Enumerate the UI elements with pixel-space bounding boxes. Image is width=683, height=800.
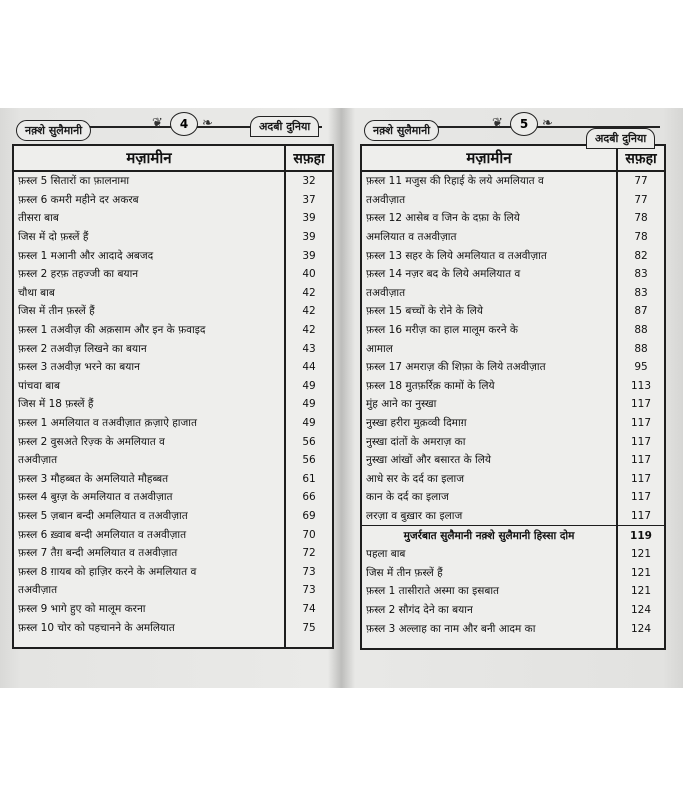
- entry-title: जिस में तीन फ़स्लें हैं: [361, 563, 617, 582]
- entry-page: 61: [302, 472, 316, 485]
- entry-title: फ़स्ल 3 मौहब्बत के अमलियाते मौहब्बत: [13, 470, 285, 489]
- entry-page: 117: [630, 398, 652, 411]
- table-row: [13, 228, 333, 247]
- table-row: [13, 618, 333, 648]
- entry-title: फ़स्ल 5 ज़बान बन्दी अमलियात व तअवीज़ात: [13, 507, 285, 526]
- entry-title: फ़स्ल 16 मरीज़ का हाल मालूम करने के: [361, 321, 617, 340]
- entry-page: 42: [302, 286, 316, 299]
- table-row: [361, 191, 665, 210]
- entry-page: 42: [302, 305, 316, 318]
- table-row: [13, 171, 333, 191]
- table-row: [361, 228, 665, 247]
- entry-title: तअवीज़ात: [361, 284, 617, 303]
- entry-page: 124: [630, 622, 652, 635]
- table-row: [361, 488, 665, 507]
- entry-title: फ़स्ल 15 बच्चों के रोने के लिये: [361, 302, 617, 321]
- table-row: [13, 562, 333, 581]
- entry-page: 95: [634, 361, 648, 374]
- table-row: [361, 302, 665, 321]
- table-row: [361, 171, 665, 191]
- entry-page: 37: [302, 193, 316, 206]
- table-row: [361, 321, 665, 340]
- entry-page: 117: [630, 509, 652, 522]
- book-title: नक़्शे सुलैमानी: [364, 120, 439, 141]
- publisher-name: अदबी दुनिया: [250, 116, 319, 137]
- entry-page: 117: [630, 491, 652, 504]
- page-number: 5: [510, 112, 538, 136]
- entry-page: 40: [302, 268, 316, 281]
- entry-title: जिस में 18 फ़स्लें हैं: [13, 395, 285, 414]
- entry-title: फ़स्ल 5 सितारों का फ़ालनामा: [13, 171, 285, 191]
- book-title: नक़्शे सुलैमानी: [16, 120, 91, 141]
- entry-page: 117: [630, 454, 652, 467]
- entry-title: कान के दर्द का इलाज: [361, 488, 617, 507]
- entry-page: 78: [634, 212, 648, 225]
- entry-title: तअवीज़ात: [13, 451, 285, 470]
- entry-page: 121: [630, 566, 652, 579]
- entry-page: 49: [302, 379, 316, 392]
- right-page: [360, 110, 666, 650]
- entry-title: फ़स्ल 6 ख़्वाब बन्दी अमलियात व तअवीज़ात: [13, 525, 285, 544]
- entry-page: 70: [302, 528, 316, 541]
- entry-page: 121: [630, 548, 652, 561]
- table-row: [361, 601, 665, 620]
- entry-page: 75: [302, 621, 316, 634]
- column-header-contents: मज़ामीन: [361, 145, 617, 171]
- entry-title: फ़स्ल 2 तअवीज़ लिखने का बयान: [13, 339, 285, 358]
- entry-page: 39: [302, 231, 316, 244]
- ornament-icon: ❦: [152, 116, 163, 131]
- table-row: [13, 432, 333, 451]
- left-page: [12, 110, 334, 649]
- entry-page: 82: [634, 249, 648, 262]
- entry-page: 113: [630, 379, 652, 392]
- table-row: [361, 209, 665, 228]
- table-row: [361, 507, 665, 526]
- entry-page: 74: [302, 602, 316, 615]
- column-header-contents: मज़ामीन: [13, 145, 285, 171]
- entry-page: 117: [630, 417, 652, 430]
- entry-page: 117: [630, 435, 652, 448]
- entry-page: 72: [302, 547, 316, 560]
- entry-title: पहला बाब: [361, 545, 617, 564]
- table-row: [13, 321, 333, 340]
- entry-title: फ़स्ल 13 सहर के लिये अमलियात व तअवीज़ात: [361, 246, 617, 265]
- entry-title: फ़स्ल 7 तैग़ बन्दी अमलियात व तअवीज़ात: [13, 544, 285, 563]
- table-row: [361, 339, 665, 358]
- entry-page: 69: [302, 509, 316, 522]
- entry-title: नुस्खा दांतों के अमराज़ का: [361, 432, 617, 451]
- entry-page: 43: [302, 342, 316, 355]
- entry-title: नुस्खा हरीरा मुक़व्वी दिमाग़: [361, 414, 617, 433]
- entry-page: 42: [302, 324, 316, 337]
- table-row: [361, 619, 665, 649]
- entry-title: तीसरा बाब: [13, 209, 285, 228]
- entry-title: मुजर्रबात सुलैमानी नक़्शे सुलैमानी हिस्सा दोम: [361, 526, 617, 545]
- entry-title: तअवीज़ात: [361, 191, 617, 210]
- table-row: [361, 395, 665, 414]
- entry-page: 49: [302, 398, 316, 411]
- table-row: [361, 377, 665, 396]
- table-row: [13, 246, 333, 265]
- entry-title: फ़स्ल 3 तअवीज़ भरने का बयान: [13, 358, 285, 377]
- entry-page: 73: [302, 584, 316, 597]
- ornament-icon: ❧: [542, 116, 553, 131]
- entry-page: 77: [634, 175, 648, 188]
- entry-title: फ़स्ल 6 कमरी महीने दर अकरब: [13, 191, 285, 210]
- contents-table: [360, 144, 666, 650]
- entry-title: मुंह आने का नुस्खा: [361, 395, 617, 414]
- table-row: [13, 284, 333, 303]
- ornament-icon: ❧: [202, 116, 213, 131]
- table-row: [361, 414, 665, 433]
- entry-title: पांचवा बाब: [13, 377, 285, 396]
- entry-title: तअवीज़ात: [13, 581, 285, 600]
- right-running-head: [360, 110, 666, 144]
- entry-page: 44: [302, 361, 316, 374]
- table-row: [361, 563, 665, 582]
- table-row: [13, 339, 333, 358]
- entry-page: 88: [634, 324, 648, 337]
- entry-page: 39: [302, 249, 316, 262]
- table-row: [13, 470, 333, 489]
- table-row: [13, 358, 333, 377]
- entry-title: फ़स्ल 1 मआनी और आदादे अबजद: [13, 246, 285, 265]
- table-row: [13, 395, 333, 414]
- table-row: [13, 525, 333, 544]
- entry-page: 56: [302, 454, 316, 467]
- table-row: [13, 377, 333, 396]
- entry-title: फ़स्ल 8 ग़ायब को हाज़िर करने के अमलियात व: [13, 562, 285, 581]
- entry-page: 77: [634, 193, 648, 206]
- entry-title: आधे सर के दर्द का इलाज: [361, 470, 617, 489]
- table-row: [361, 470, 665, 489]
- entry-page: 32: [302, 175, 316, 188]
- entry-page: 39: [302, 212, 316, 225]
- entry-title: फ़स्ल 10 चोर को पहचानने के अमलियात: [13, 618, 285, 648]
- entry-title: फ़स्ल 18 मुतफ़र्रिक़ कामों के लिये: [361, 377, 617, 396]
- table-row: [13, 507, 333, 526]
- entry-title: फ़स्ल 12 आसेब व जिन के दफ़ा के लिये: [361, 209, 617, 228]
- entry-title: फ़स्ल 2 वुसअते रिज़्क के अमलियात व: [13, 432, 285, 451]
- table-row: [13, 209, 333, 228]
- table-row: [13, 191, 333, 210]
- entry-page: 78: [634, 231, 648, 244]
- entry-page: 83: [634, 286, 648, 299]
- entry-title: अमलियात व तअवीज़ात: [361, 228, 617, 247]
- entry-title: फ़स्ल 1 तासीराते अस्मा का इसबात: [361, 582, 617, 601]
- entry-title: फ़स्ल 9 भागे हुए को मालूम करना: [13, 600, 285, 619]
- entry-title: नुस्खा आंखों और बसारत के लिये: [361, 451, 617, 470]
- table-row: [361, 246, 665, 265]
- column-header-page: सफ़हा: [285, 145, 333, 171]
- entry-title: फ़स्ल 17 अमराज़ की शिफ़ा के लिये तअवीज़ात: [361, 358, 617, 377]
- entry-page: 88: [634, 342, 648, 355]
- entry-title: आमाल: [361, 339, 617, 358]
- table-row: [361, 526, 665, 545]
- table-row: [361, 582, 665, 601]
- column-header-page: सफ़हा: [617, 145, 665, 171]
- entry-page: 87: [634, 305, 648, 318]
- entry-page: 119: [617, 526, 665, 545]
- table-row: [361, 358, 665, 377]
- entry-page: 117: [630, 472, 652, 485]
- table-row: [361, 545, 665, 564]
- entry-title: फ़स्ल 2 हरफ़ तहज्जी का बयान: [13, 265, 285, 284]
- table-row: [361, 284, 665, 303]
- table-row: [13, 544, 333, 563]
- left-running-head: [12, 110, 334, 144]
- entry-page: 56: [302, 435, 316, 448]
- ornament-icon: ❦: [492, 116, 503, 131]
- entry-title: फ़स्ल 4 बुग़्ज़ के अमलियात व तअवीज़ात: [13, 488, 285, 507]
- page-number: 4: [170, 112, 198, 136]
- table-row: [13, 581, 333, 600]
- table-row: [13, 265, 333, 284]
- table-row: [13, 600, 333, 619]
- entry-title: फ़स्ल 1 अमलियात व तअवीज़ात क़ज़ाऐ हाजात: [13, 414, 285, 433]
- entry-title: फ़स्ल 3 अल्लाह का नाम और बनी आदम का: [361, 619, 617, 649]
- table-row: [361, 432, 665, 451]
- table-row: [361, 451, 665, 470]
- entry-page: 66: [302, 491, 316, 504]
- entry-page: 124: [630, 603, 652, 616]
- entry-title: चौथा बाब: [13, 284, 285, 303]
- table-row: [361, 265, 665, 284]
- table-row: [13, 451, 333, 470]
- entry-title: जिस में दो फ़स्लें हैं: [13, 228, 285, 247]
- entry-page: 121: [630, 585, 652, 598]
- table-row: [13, 414, 333, 433]
- entry-title: फ़स्ल 2 सौगंद देने का बयान: [361, 601, 617, 620]
- entry-title: फ़स्ल 11 मजुस की रिहाई के लये अमलियात व: [361, 171, 617, 191]
- table-row: [13, 302, 333, 321]
- entry-title: फ़स्ल 14 नज़र बद के लिये अमलियात व: [361, 265, 617, 284]
- publisher-name: अदबी दुनिया: [586, 128, 655, 149]
- entry-title: फ़स्ल 1 तअवीज़ की अक़साम और इन के फ़वाइद: [13, 321, 285, 340]
- table-row: [13, 488, 333, 507]
- entry-title: जिस में तीन फ़स्लें हैं: [13, 302, 285, 321]
- contents-table: [12, 144, 334, 649]
- entry-page: 73: [302, 565, 316, 578]
- entry-title: लरज़ा व बुख़ार का इलाज: [361, 507, 617, 526]
- entry-page: 49: [302, 417, 316, 430]
- entry-page: 83: [634, 268, 648, 281]
